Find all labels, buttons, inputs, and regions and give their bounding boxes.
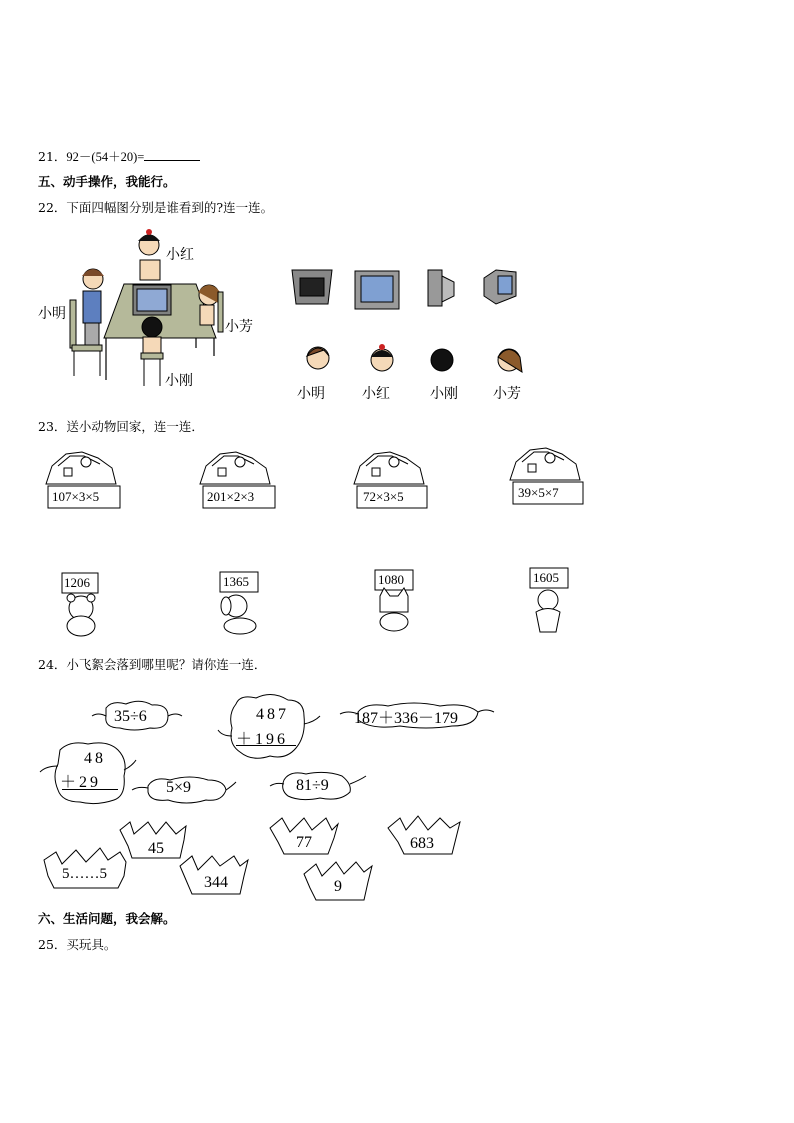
house-expression-2[interactable]: 201×2×3: [207, 489, 255, 504]
person-name-3: 小刚: [430, 386, 458, 402]
label-xiaogang: 小刚: [165, 373, 193, 389]
grass-number-2[interactable]: 77: [296, 834, 312, 851]
question-number: 23．: [38, 419, 67, 434]
question-24: [38, 655, 266, 673]
animal-number-3[interactable]: 1080: [378, 572, 404, 587]
grass-number-4[interactable]: 5……5: [62, 866, 107, 882]
grass-number-6[interactable]: 9: [334, 878, 342, 895]
label-xiaofang: 小芳: [225, 319, 253, 335]
seed-expression-4-top[interactable]: 48: [84, 750, 106, 767]
grass-number-1[interactable]: 45: [148, 840, 164, 857]
monitor-view-angled[interactable]: [484, 270, 516, 304]
house-expression-4[interactable]: 39×5×7: [518, 485, 559, 500]
animal-number-4[interactable]: 1605: [533, 570, 559, 585]
section-5-title: 五、动手操作，我能行。: [38, 174, 176, 189]
question-expression: 92－(54＋20)=: [66, 150, 145, 164]
question-number: 22．: [38, 200, 67, 215]
seed-expression-6[interactable]: 81÷9: [296, 777, 329, 794]
house-expression-3[interactable]: 72×3×5: [363, 489, 404, 504]
section-6-title: 六、生活问题，我会解。: [38, 911, 176, 926]
head-xiaohong: [371, 344, 393, 371]
house-expression-1[interactable]: 107×3×5: [52, 489, 100, 504]
question-text: 买玩具。: [66, 937, 117, 952]
monitor-view-back[interactable]: [292, 270, 332, 304]
question-25: [38, 935, 116, 953]
question-text: 小飞絮会落到哪里呢？请你连一连．: [66, 657, 267, 672]
head-xiaogang: [431, 349, 453, 371]
seed-expression-5[interactable]: 5×9: [166, 779, 192, 796]
head-xiaoming: [307, 347, 329, 369]
person-name-2: 小红: [362, 386, 390, 402]
table-scene-illustration: [70, 229, 223, 386]
head-xiaofang: [498, 349, 522, 372]
label-xiaohong: 小红: [166, 247, 194, 263]
vertical-sum-line-2: [62, 789, 118, 790]
seed-expression-4-bottom[interactable]: ＋29: [60, 774, 102, 791]
animal-number-2[interactable]: 1365: [223, 574, 249, 589]
animal-number-1[interactable]: 1206: [64, 575, 90, 590]
monitor-view-front[interactable]: [355, 271, 399, 309]
monitor-view-side-left[interactable]: [428, 270, 454, 306]
seed-expression-2-bottom[interactable]: ＋196: [236, 731, 289, 748]
question-text: 下面四幅图分别是谁看到的?连一连。: [66, 200, 274, 215]
question-number: 25．: [38, 937, 67, 952]
label-xiaoming: 小明: [38, 306, 66, 322]
seed-expression-2-top[interactable]: 487: [256, 706, 289, 723]
question-23: [38, 417, 204, 435]
question-number: 24．: [38, 657, 67, 672]
grass-number-3[interactable]: 683: [410, 835, 434, 852]
seed-expression-3[interactable]: 187＋336－179: [354, 710, 459, 727]
person-name-1: 小明: [297, 386, 325, 402]
grass-number-5[interactable]: 344: [204, 874, 228, 891]
question-text: 送小动物回家，连一连．: [66, 419, 204, 434]
vertical-sum-line-1: [236, 745, 296, 746]
person-name-4: 小芳: [493, 386, 521, 402]
seed-expression-1[interactable]: 35÷6: [114, 708, 147, 725]
question-number: 21．: [38, 149, 67, 164]
